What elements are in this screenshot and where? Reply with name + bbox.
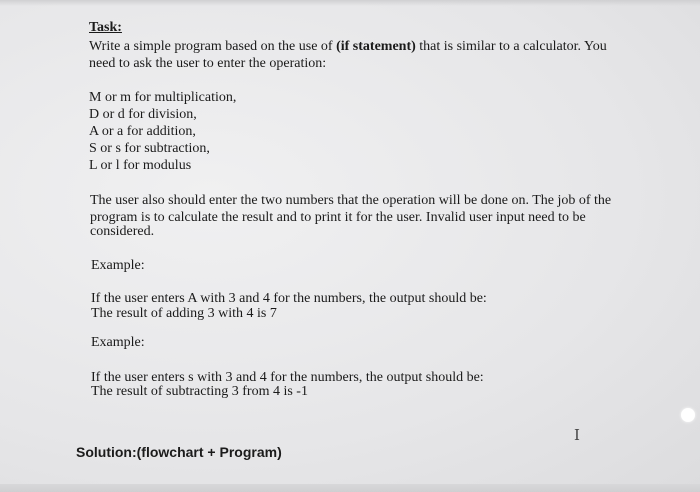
- description-line-1: The user also should enter the two numbers that the operation will be done on. The job of the: [90, 193, 612, 208]
- text-cursor-icon: I: [574, 426, 580, 444]
- operation-division: D or d for division,: [89, 107, 197, 122]
- task-heading: Task:: [89, 20, 122, 35]
- bottom-edge: [0, 484, 700, 492]
- operation-addition: A or a for addition,: [89, 124, 196, 139]
- example-2-line-2: The result of subtracting 3 from 4 is -1: [91, 384, 308, 399]
- example-2-label: Example:: [91, 335, 145, 350]
- description-line-3: considered.: [90, 224, 155, 239]
- example-1-label: Example:: [91, 258, 145, 273]
- operation-subtraction: S or s for subtraction,: [89, 141, 210, 156]
- example-2-line-1: If the user enters s with 3 and 4 for the numbers, the output should be:: [91, 370, 484, 385]
- operation-modulus: L or l for modulus: [89, 158, 192, 173]
- task-line-1-end: that is similar to a calculator. You: [415, 39, 607, 54]
- example-1-line-2: The result of adding 3 with 4 is 7: [91, 306, 277, 321]
- task-line-2: need to ask the user to enter the operation:: [89, 56, 327, 71]
- if-statement-text: (if statement): [336, 39, 416, 54]
- example-1-line-1: If the user enters A with 3 and 4 for the numbers, the output should be:: [91, 291, 487, 306]
- task-line-1: [89, 39, 607, 55]
- solution-label: Solution:(flowchart + Program): [76, 444, 282, 460]
- top-shadow: [0, 0, 700, 6]
- task-line-1-start: Write a simple program based on the use of: [89, 39, 337, 54]
- operation-multiplication: M or m for multiplication,: [89, 90, 237, 105]
- description-line-2: program is to calculate the result and to print it for the user. Invalid user input need to be: [90, 210, 586, 225]
- light-reflection-dot: [681, 408, 695, 422]
